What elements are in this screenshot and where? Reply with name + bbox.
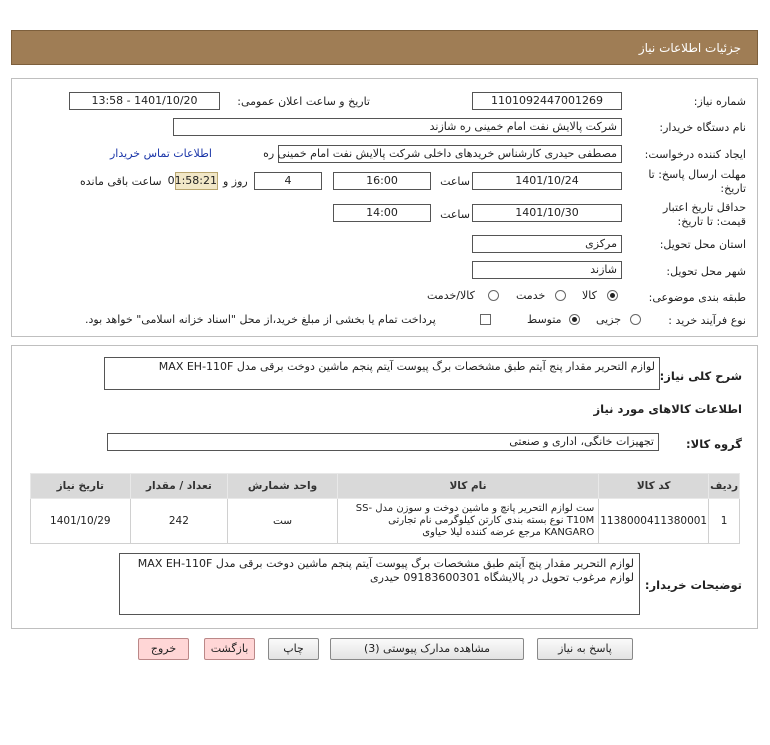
goods-group-label: گروه کالا: <box>686 437 742 451</box>
announce-label: تاریخ و ساعت اعلان عمومی: <box>237 95 370 108</box>
category-radio-service[interactable] <box>555 290 566 301</box>
creator-label: ایجاد کننده درخواست: <box>644 148 746 161</box>
deadline-date-field: 1401/10/24 <box>472 172 622 190</box>
goods-group-field: تجهیزات خانگی، اداری و صنعتی <box>107 433 659 451</box>
province-field: مرکزی <box>472 235 622 253</box>
deadline-label-2: تاریخ: <box>720 182 746 195</box>
buyer-contact-link[interactable]: اطلاعات تماس خریدار <box>110 147 212 160</box>
row-code: 1138000411380001 <box>599 499 709 544</box>
category-option-goods-service: کالا/خدمت <box>427 289 475 302</box>
validity-label-1: حداقل تاریخ اعتبار <box>662 201 746 214</box>
category-label: طبقه بندی موضوعی: <box>648 291 746 304</box>
col-qty: تعداد / مقدار <box>130 474 228 499</box>
days-field: 4 <box>254 172 322 190</box>
creator-field: مصطفی حیدری کارشناس خریدهای داخلی شرکت پالایش نفت امام خمینی ره <box>278 145 622 163</box>
category-radio-goods[interactable] <box>607 290 618 301</box>
need-number-field: 1101092447001269 <box>472 92 622 110</box>
print-button[interactable]: چاپ <box>268 638 319 660</box>
col-date: تاریخ نیاز <box>31 474 131 499</box>
row-date: 1401/10/29 <box>31 499 131 544</box>
page-header <box>11 30 758 65</box>
city-field: شازند <box>472 261 622 279</box>
treasury-payment-note: پرداخت تمام یا بخشی از مبلغ خرید،از محل "اسناد خزانه اسلامی" خواهد بود. <box>85 313 436 326</box>
col-code: کد کالا <box>599 474 709 499</box>
deadline-label-1: مهلت ارسال پاسخ: تا <box>648 168 746 181</box>
validity-time-label: ساعت <box>440 208 470 221</box>
validity-date-field: 1401/10/30 <box>472 204 622 222</box>
deadline-time-label: ساعت <box>440 175 470 188</box>
buyer-notes-line2: لوازم مرغوب تحویل در پالایشگاه 09183600301 حیدری <box>370 571 634 584</box>
deadline-time-field: 16:00 <box>333 172 431 190</box>
row-qty: 242 <box>130 499 228 544</box>
exit-button[interactable]: خروج <box>138 638 189 660</box>
reply-button[interactable]: پاسخ به نیاز <box>537 638 633 660</box>
days-label: روز و <box>223 175 248 188</box>
summary-label: شرح کلی نیاز: <box>659 369 742 383</box>
back-button[interactable]: بازگشت <box>204 638 255 660</box>
goods-table-header <box>31 474 740 499</box>
announce-field: 1401/10/20 - 13:58 <box>69 92 220 110</box>
goods-section-title: اطلاعات کالاهای مورد نیاز <box>593 402 742 416</box>
category-radio-goods-service[interactable] <box>488 290 499 301</box>
purchase-option-minor: جزیی <box>596 313 622 326</box>
buyer-notes-line1: لوازم التحریر مقدار پنج آیتم طبق مشخصات برگ پیوست آیتم پنجم ماشین دوخت برقی مدل MAX EH-110F <box>137 557 634 570</box>
purchase-type-label: نوع فرآیند خرید : <box>668 314 746 327</box>
view-attachments-button[interactable]: مشاهده مدارک پیوستی (3) <box>330 638 524 660</box>
category-option-goods: کالا <box>582 289 597 302</box>
table-row <box>31 499 740 544</box>
col-unit: واحد شمارش <box>228 474 338 499</box>
validity-time-field: 14:00 <box>333 204 431 222</box>
row-name: ست لوازم التحریر پانچ و ماشین دوخت و سوزن مدل SS-T10M نوع بسته بندی کارتن کیلوگرمی نام تجارتی KANGARO مرجع عرضه کننده لیلا حیاوی <box>337 499 598 544</box>
summary-field: لوازم التحریر مقدار پنج آیتم طبق مشخصات برگ پیوست آیتم پنجم ماشین دوخت برقی مدل MAX EH-110F <box>104 357 660 390</box>
buyer-org-field: شرکت پالایش نفت امام خمینی ره شازند <box>173 118 622 136</box>
purchase-option-medium: متوسط <box>527 313 562 326</box>
col-index: ردیف <box>709 474 740 499</box>
buyer-notes-field <box>119 553 640 615</box>
need-number-label: شماره نیاز: <box>693 95 746 108</box>
row-unit: ست <box>228 499 338 544</box>
city-label: شهر محل تحویل: <box>666 265 746 278</box>
page-title: جزئیات اطلاعات نیاز <box>638 41 741 55</box>
province-label: استان محل تحویل: <box>659 238 746 251</box>
purchase-radio-medium[interactable] <box>569 314 580 325</box>
remaining-time-field: 01:58:21 <box>175 172 218 190</box>
buyer-org-label: نام دستگاه خریدار: <box>659 121 746 134</box>
goods-table <box>30 473 740 544</box>
remaining-time-label: ساعت باقی مانده <box>80 175 162 188</box>
col-name: نام کالا <box>337 474 598 499</box>
row-index: 1 <box>709 499 740 544</box>
buyer-notes-label: توضیحات خریدار: <box>644 578 742 592</box>
purchase-radio-minor[interactable] <box>630 314 641 325</box>
category-option-service: خدمت <box>516 289 546 302</box>
validity-label-2: قیمت: تا تاریخ: <box>677 215 746 228</box>
treasury-payment-checkbox[interactable] <box>480 314 491 325</box>
